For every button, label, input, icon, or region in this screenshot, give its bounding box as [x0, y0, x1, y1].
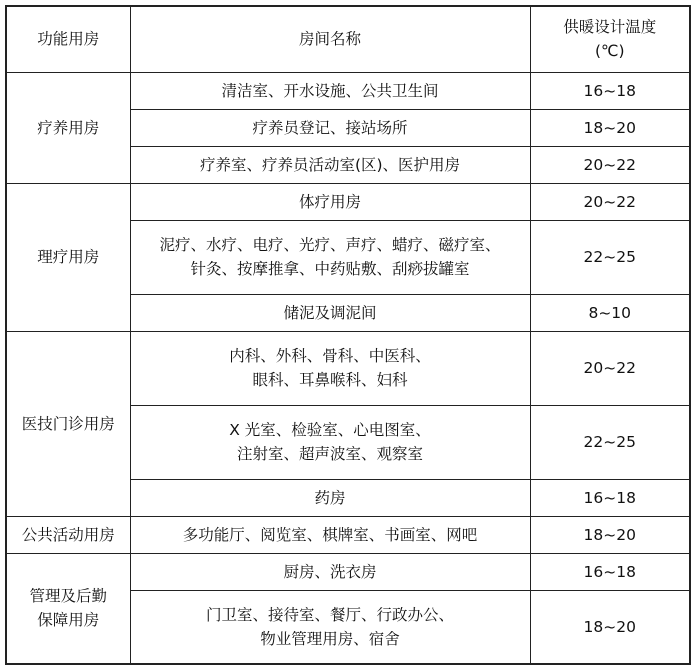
temperature-cell: 8~10 [530, 294, 690, 331]
category-label: 公共活动用房 [21, 525, 115, 544]
table-row [6, 72, 690, 109]
temperature-cell: 20~22 [530, 331, 690, 405]
temperature-cell: 20~22 [530, 183, 690, 220]
room-text: 药房 [314, 488, 346, 507]
room-name-cell [130, 146, 530, 183]
room-name-cell [130, 294, 530, 331]
header-room-name: 房间名称 [130, 6, 530, 72]
room-name-cell [130, 72, 530, 109]
room-name-cell [130, 590, 530, 664]
room-name-cell [130, 479, 530, 516]
category-label: 疗养用房 [37, 118, 100, 137]
room-name-cell [130, 553, 530, 590]
room-name-cell [130, 331, 530, 405]
room-text: 注射室、超声波室、观察室 [236, 445, 423, 463]
temperature-cell: 18~20 [530, 516, 690, 553]
room-text: 体疗用房 [298, 192, 361, 211]
room-text: 厨房、洗衣房 [283, 562, 377, 581]
temperature-cell: 20~22 [530, 146, 690, 183]
table-row [6, 553, 690, 590]
temperature-cell: 16~18 [530, 72, 690, 109]
temperature-cell: 18~20 [530, 590, 690, 664]
header-temp-label: 供暖设计温度 [563, 18, 657, 37]
category-label: 医技门诊用房 [21, 414, 115, 433]
temperature-cell: 16~18 [530, 479, 690, 516]
temperature-cell: 22~25 [530, 405, 690, 479]
room-text: 清洁室、开水设施、公共卫生间 [221, 81, 439, 100]
heating-temperature-table [5, 5, 691, 665]
category-cell [6, 183, 130, 331]
temperature-cell: 16~18 [530, 553, 690, 590]
room-name-cell [130, 109, 530, 146]
room-name-cell [130, 183, 530, 220]
category-label: 理疗用房 [37, 248, 100, 266]
table-row [6, 331, 690, 405]
room-text: X 光室、检验室、心电图室、 [229, 421, 431, 439]
room-name-cell [130, 220, 530, 294]
header-design-temperature [530, 6, 690, 72]
category-cell [6, 331, 130, 516]
room-name-cell [130, 405, 530, 479]
table-row [6, 183, 690, 220]
table-row [6, 516, 690, 553]
room-text: 疗养员登记、接站场所 [252, 118, 408, 137]
category-label: 保障用房 [37, 611, 100, 630]
room-text: 多功能厅、阅览室、棋牌室、书画室、网吧 [182, 525, 478, 544]
room-text: 门卫室、接待室、餐厅、行政办公、 [205, 605, 454, 624]
header-temp-unit: (℃) [594, 42, 625, 61]
header-function-room: 功能用房 [6, 6, 130, 72]
room-text: 储泥及调泥间 [283, 303, 377, 322]
room-text: 物业管理用房、宿舍 [260, 629, 400, 648]
category-label: 管理及后勤 [29, 587, 107, 606]
category-cell [6, 72, 130, 183]
room-text: 内科、外科、骨科、中医科、 [229, 347, 431, 365]
room-text: 疗养室、疗养员活动室(区)、医护用房 [199, 155, 461, 174]
room-text: 眼科、耳鼻喉科、妇科 [252, 371, 408, 389]
category-cell [6, 516, 130, 553]
temperature-cell: 18~20 [530, 109, 690, 146]
room-text: 针灸、按摩推拿、中药贴敷、刮痧拔罐室 [190, 260, 470, 278]
category-cell [6, 553, 130, 664]
room-name-cell [130, 516, 530, 553]
room-text: 泥疗、水疗、电疗、光疗、声疗、蜡疗、磁疗室、 [159, 236, 501, 254]
table-header-row [6, 6, 690, 72]
temperature-cell: 22~25 [530, 220, 690, 294]
